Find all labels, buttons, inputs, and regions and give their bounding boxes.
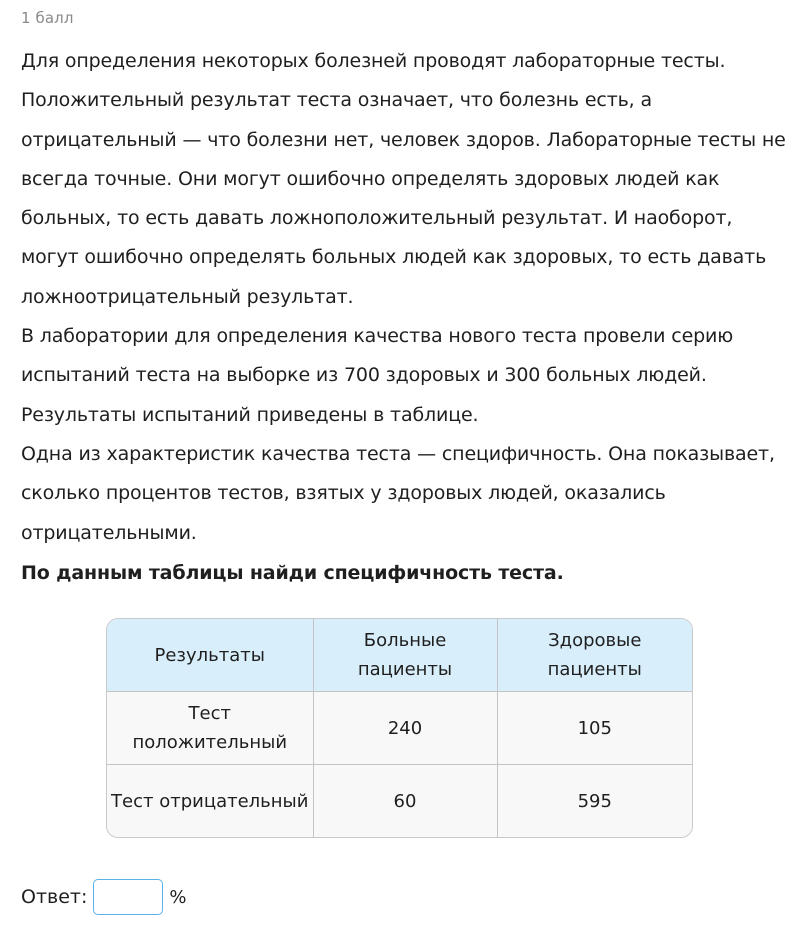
- task-statement: По данным таблицы найди специфичность теста.: [21, 561, 564, 584]
- question-paragraph: В лаборатории для определения качества нового теста провели серию испытаний теста на выборке из 700 здоровых и 300 больных людей. Результаты испытаний приведены в таблице.: [21, 325, 734, 426]
- percent-unit: %: [169, 886, 187, 908]
- table-cell: 595: [497, 765, 692, 838]
- table-row: [107, 765, 692, 838]
- table-cell: Тест положительный: [107, 692, 313, 765]
- table-header-cell: Здоровые пациенты: [497, 619, 692, 692]
- table-cell: 105: [497, 692, 692, 765]
- score-label: 1 балл: [21, 9, 74, 27]
- answer-row: [21, 877, 187, 917]
- answer-input[interactable]: [93, 879, 163, 915]
- results-table: [106, 618, 693, 838]
- question-paragraph: Для определения некоторых болезней проводят лабораторные тесты. Положительный результат теста означает, что болезнь есть, а отрицательный — что болезни нет, человек здоров. Лабораторные тесты не всегда точные. Они могут ошибочно определять здоровых людей как больных, то есть давать ложноположительный результат. И наоборот, могут ошибочно определять больных людей как здоровых, то есть давать ложноотрицательный результат.: [21, 50, 786, 308]
- table-row: [107, 692, 692, 765]
- table-header-row: [107, 619, 692, 692]
- table-header-cell: Больные пациенты: [313, 619, 497, 692]
- answer-label: Ответ:: [21, 886, 88, 908]
- table-cell: 60: [313, 765, 497, 838]
- table-cell: Тест отрицательный: [107, 765, 313, 838]
- table-cell: 240: [313, 692, 497, 765]
- table-header-cell: Результаты: [107, 619, 313, 692]
- question-paragraph: Одна из характеристик качества теста — специфичность. Она показывает, сколько процентов тестов, взятых у здоровых людей, оказались отрицательными.: [21, 442, 775, 544]
- question-text: [21, 42, 786, 593]
